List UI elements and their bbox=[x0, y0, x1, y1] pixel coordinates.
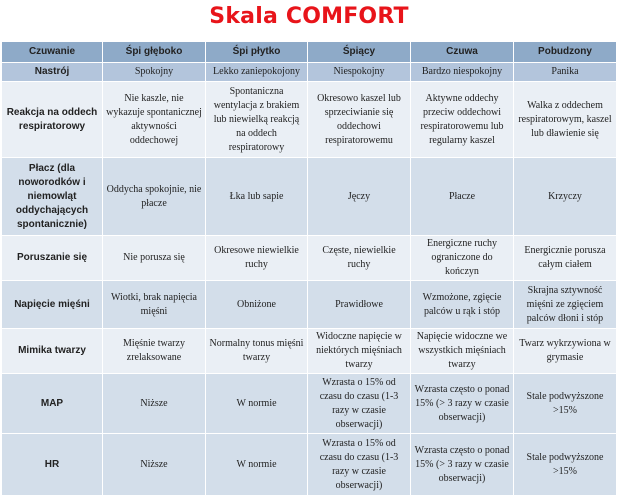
table-cell: Twarz wykrzywiona w grymasie bbox=[514, 329, 617, 374]
table-row bbox=[2, 434, 617, 496]
table-cell: Wiotki, brak napięcia mięśni bbox=[103, 281, 206, 329]
table-cell: Spokojny bbox=[103, 63, 206, 82]
table-cell: Okresowo kaszel lub sprzeciwianie się oddechowi respiratorowemu bbox=[308, 82, 411, 158]
table-cell: Prawidłowe bbox=[308, 281, 411, 329]
table-row bbox=[2, 82, 617, 158]
row-label: Mimika twarzy bbox=[2, 329, 103, 374]
table-cell: Bardzo niespokojny bbox=[411, 63, 514, 82]
table-cell: W normie bbox=[206, 374, 308, 434]
table-row bbox=[2, 158, 617, 236]
page-title: Skala COMFORT bbox=[209, 4, 409, 29]
table-cell: Oddycha spokojnie, nie płacze bbox=[103, 158, 206, 236]
table-cell: Aktywne oddechy przeciw oddechowi respiratorowemu lub regularny kaszel bbox=[411, 82, 514, 158]
header-cell: Śpi głęboko bbox=[103, 42, 206, 63]
table-row bbox=[2, 281, 617, 329]
table-cell: Widoczne napięcie w niektórych mięśniach twarzy bbox=[308, 329, 411, 374]
table-cell: Wzrasta często o ponad 15% (> 3 razy w czasie obserwacji) bbox=[411, 434, 514, 496]
table-cell: Nie kaszle, nie wykazuje spontanicznej aktywności oddechowej bbox=[103, 82, 206, 158]
table-cell: Wzrasta o 15% od czasu do czasu (1-3 razy w czasie obserwacji) bbox=[308, 374, 411, 434]
row-label: MAP bbox=[2, 374, 103, 434]
table-cell: Energicznie porusza całym ciałem bbox=[514, 236, 617, 281]
header-cell: Śpiący bbox=[308, 42, 411, 63]
table-cell: Płacze bbox=[411, 158, 514, 236]
table-cell: Wzrasta często o ponad 15% (> 3 razy w czasie obserwacji) bbox=[411, 374, 514, 434]
table-cell: Normalny tonus mięśni twarzy bbox=[206, 329, 308, 374]
table-cell: Niższe bbox=[103, 434, 206, 496]
table-cell: Obniżone bbox=[206, 281, 308, 329]
table-row bbox=[2, 63, 617, 82]
table-cell: Jęczy bbox=[308, 158, 411, 236]
table-cell: Stale podwyższone >15% bbox=[514, 434, 617, 496]
table-cell: Wzrasta o 15% od czasu do czasu (1-3 razy w czasie obserwacji) bbox=[308, 434, 411, 496]
row-label: Reakcja na oddech respiratorowy bbox=[2, 82, 103, 158]
row-label: Napięcie mięśni bbox=[2, 281, 103, 329]
table-cell: W normie bbox=[206, 434, 308, 496]
table-cell: Krzyczy bbox=[514, 158, 617, 236]
table-header-row bbox=[2, 42, 617, 63]
table-cell: Mięśnie twarzy zrelaksowane bbox=[103, 329, 206, 374]
table-cell: Częste, niewielkie ruchy bbox=[308, 236, 411, 281]
table-cell: Niespokojny bbox=[308, 63, 411, 82]
table-cell: Panika bbox=[514, 63, 617, 82]
row-label: Płacz (dla noworodków i niemowląt oddychających spontanicznie) bbox=[2, 158, 103, 236]
table-row bbox=[2, 236, 617, 281]
table-row bbox=[2, 374, 617, 434]
table-cell: Lekko zaniepokojony bbox=[206, 63, 308, 82]
comfort-scale-table bbox=[1, 41, 617, 496]
header-cell: Czuwanie bbox=[2, 42, 103, 63]
row-label: Nastrój bbox=[2, 63, 103, 82]
header-cell: Śpi płytko bbox=[206, 42, 308, 63]
table-cell: Wzmożone, zgięcie palców u rąk i stóp bbox=[411, 281, 514, 329]
table-cell: Skrajna sztywność mięśni ze zgięciem palców dłoni i stóp bbox=[514, 281, 617, 329]
table-cell: Niższe bbox=[103, 374, 206, 434]
header-cell: Pobudzony bbox=[514, 42, 617, 63]
table-row bbox=[2, 329, 617, 374]
table-cell: Nie porusza się bbox=[103, 236, 206, 281]
row-label: HR bbox=[2, 434, 103, 496]
table-cell: Łka lub sapie bbox=[206, 158, 308, 236]
row-label: Poruszanie się bbox=[2, 236, 103, 281]
header-cell: Czuwa bbox=[411, 42, 514, 63]
table-cell: Napięcie widoczne we wszystkich mięśniach twarzy bbox=[411, 329, 514, 374]
table-cell: Stale podwyższone >15% bbox=[514, 374, 617, 434]
table-cell: Walka z oddechem respiratorowym, kaszel lub dławienie się bbox=[514, 82, 617, 158]
table-cell: Spontaniczna wentylacja z brakiem lub niewielką reakcją na oddech respiratorowy bbox=[206, 82, 308, 158]
table-cell: Okresowe niewielkie ruchy bbox=[206, 236, 308, 281]
table-cell: Energiczne ruchy ograniczone do kończyn bbox=[411, 236, 514, 281]
